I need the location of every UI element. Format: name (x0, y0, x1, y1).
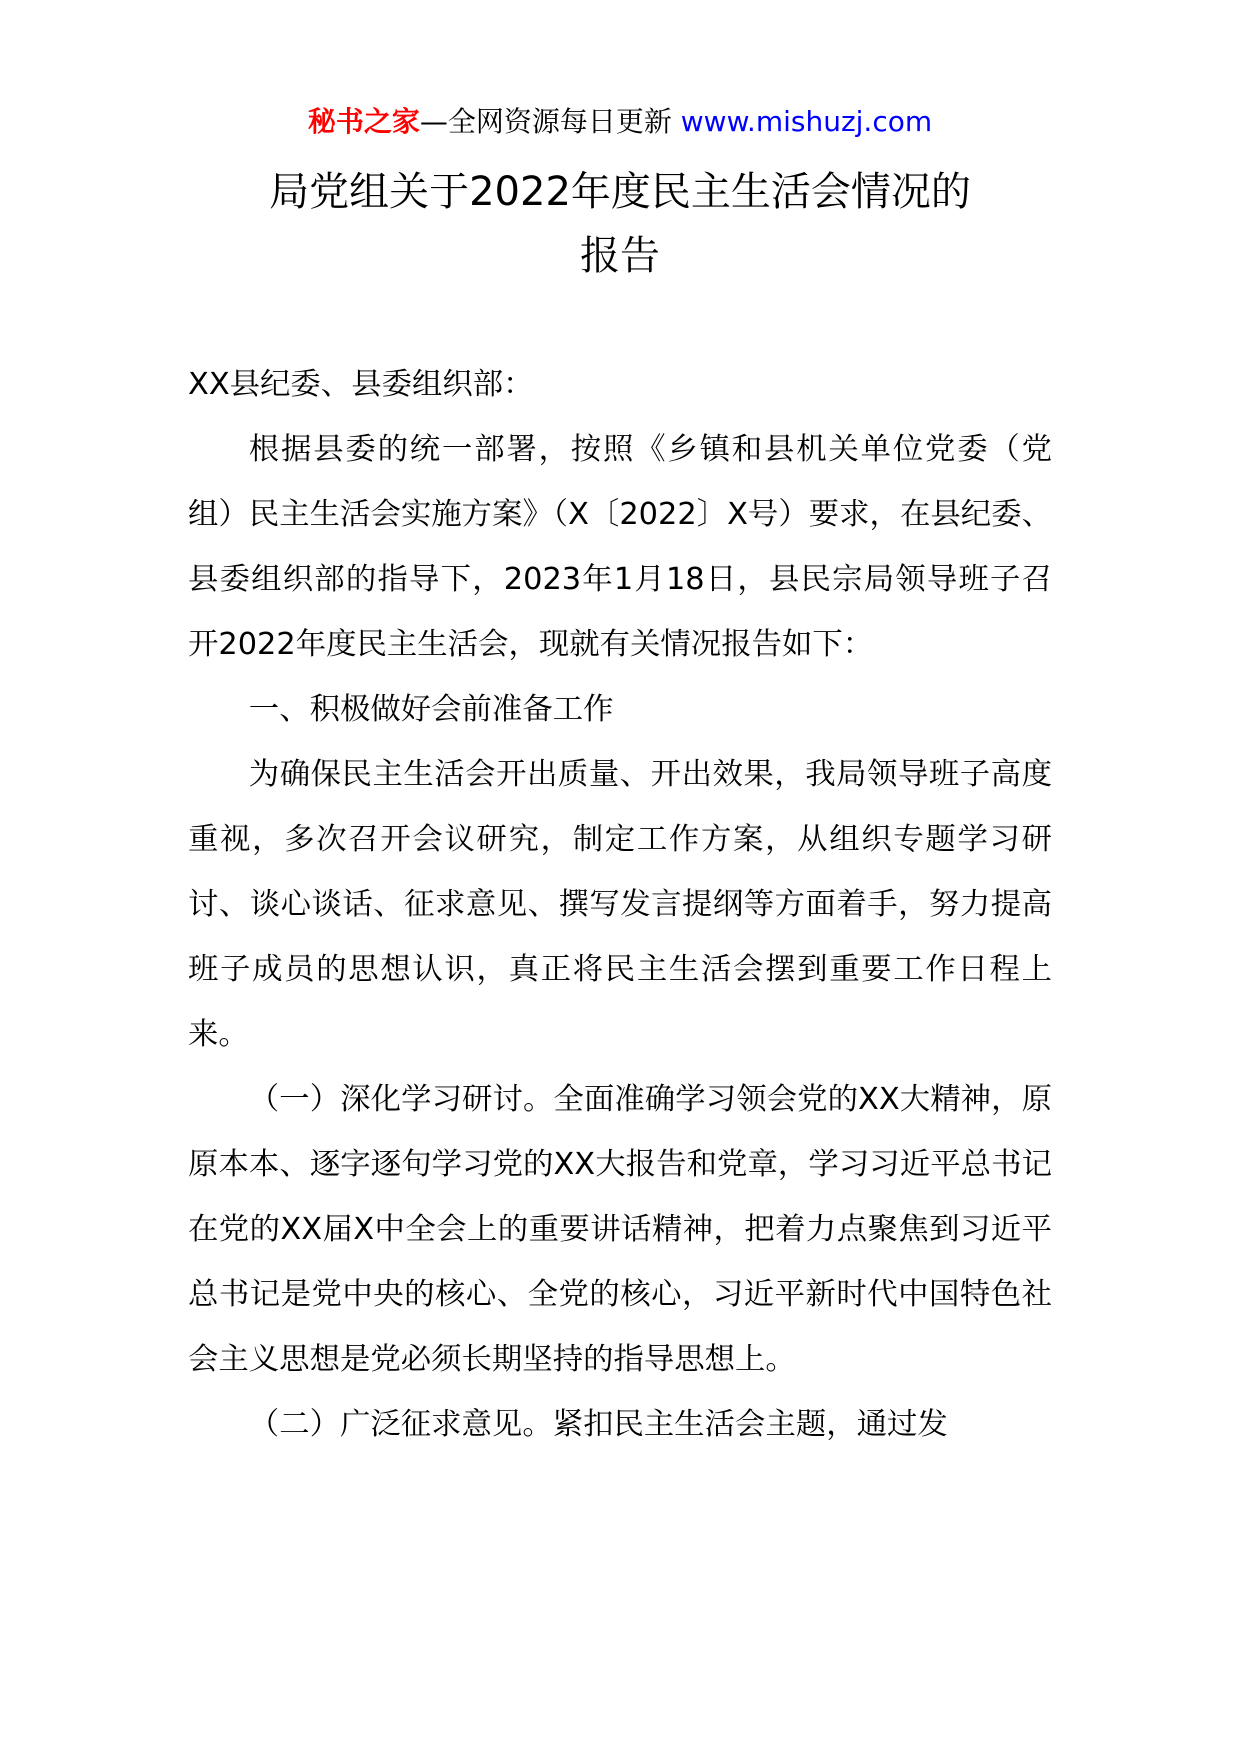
paragraph-preparation: 为确保民主生活会开出质量、开出效果，我局领导班子高度重视，多次召开会议研究，制定工作方案，从组织专题学习研讨、谈心谈话、征求意见、撰写发言提纲等方面着手，努力提高班子成员的思想认识，真正将民主生活会摆到重要工作日程上来。 (188, 757, 1052, 1052)
section-heading-1: 一、积极做好会前准备工作 (248, 692, 614, 727)
paragraph-opinions: （二）广泛征求意见。紧扣民主生活会主题，通过发 (248, 1407, 948, 1442)
site-slogan: —全网资源每日更新 (419, 105, 681, 138)
site-header (0, 102, 1240, 142)
title-line-2: 报告 (580, 233, 660, 279)
document-body (188, 352, 1052, 1457)
salutation: XX县纪委、县委组织部： (188, 367, 534, 402)
site-name: 秘书之家 (307, 105, 420, 138)
paragraph-study: （一）深化学习研讨。全面准确学习领会党的XX大精神，原原本本、逐字逐句学习党的XX大报告和党章，学习习近平总书记在党的XX届X中全会上的重要讲话精神，把着力点聚焦到习近平总书记是党中央的核心、全党的核心，习近平新时代中国特色社会主义思想是党必须长期坚持的指导思想上。 (188, 1082, 1052, 1377)
paragraph-intro: 根据县委的统一部署，按照《乡镇和县机关单位党委（党组）民主生活会实施方案》（X〔2022〕X号）要求，在县纪委、县委组织部的指导下，2023年1月18日，县民宗局领导班子召开2022年度民主生活会，现就有关情况报告如下： (188, 432, 1052, 662)
title-line-1: 局党组关于2022年度民主生活会情况的 (269, 169, 971, 215)
document-title (0, 160, 1240, 288)
site-url-link[interactable]: www.mishuzj.com (680, 105, 933, 138)
